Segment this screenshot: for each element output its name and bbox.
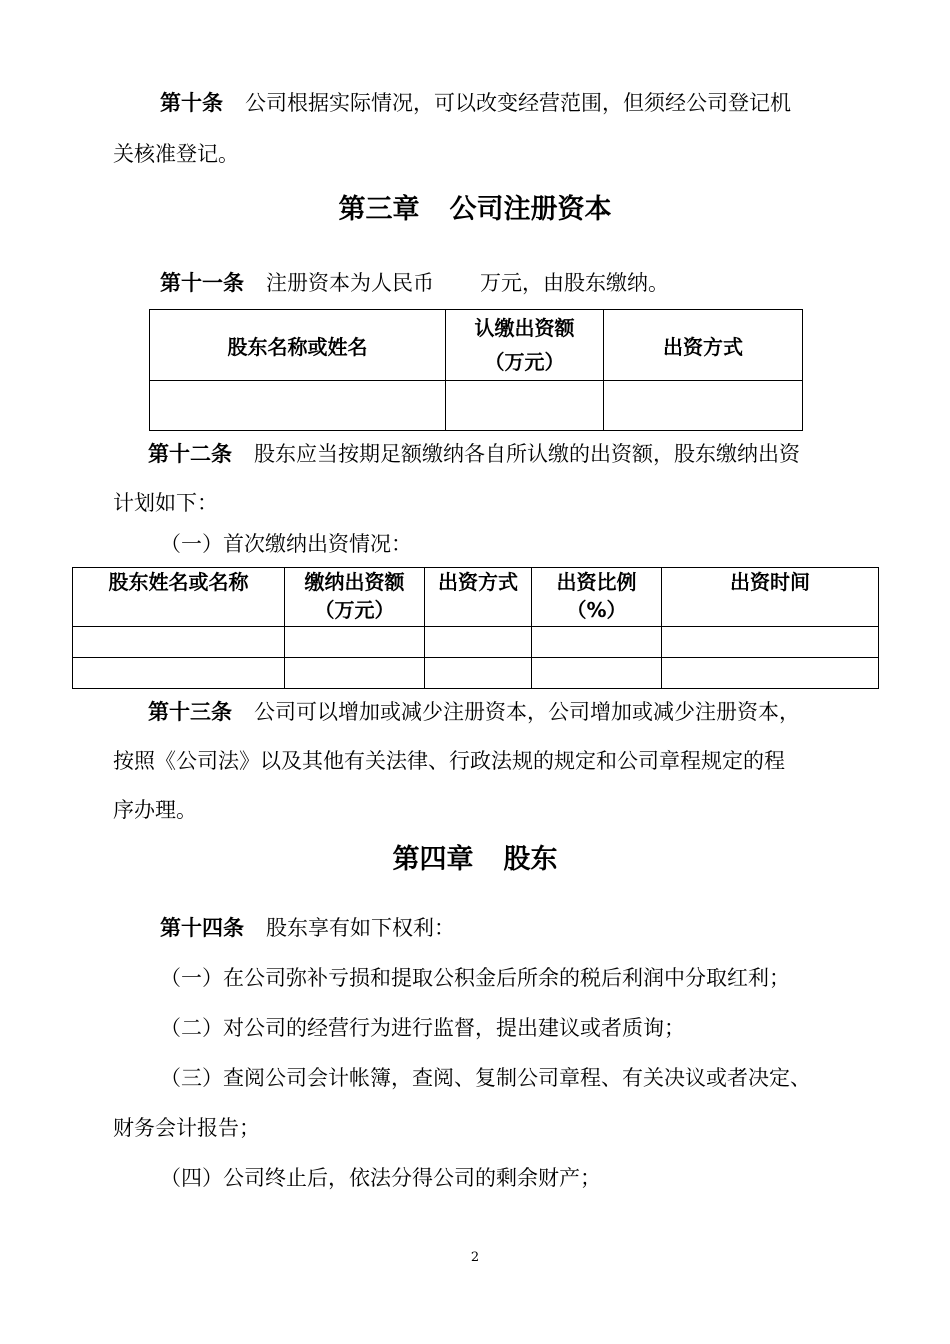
- header-contribution-ratio-label: 出资比例: [556, 570, 637, 594]
- header-subscribed-amount-label: 认缴出资额: [474, 316, 575, 340]
- article-11: [160, 268, 669, 298]
- header-paid-amount: [285, 568, 425, 627]
- header-contribution-ratio-unit: （%）: [566, 598, 627, 622]
- article-10-continuation: 关核准登记。: [113, 142, 239, 166]
- article-14-label: 第十四条: [160, 916, 244, 940]
- header-subscribed-amount-unit: （万元）: [484, 350, 565, 374]
- page-number: 2: [470, 1250, 480, 1265]
- chapter-4-number: 第四章: [392, 844, 474, 875]
- chapter-3-heading: [0, 192, 950, 228]
- article-11-text-a: 注册资本为人民币: [266, 271, 434, 295]
- table-cell: [662, 627, 879, 658]
- table-cell: [425, 658, 532, 689]
- article-14-text: 股东享有如下权利：: [266, 916, 455, 940]
- table-cell: [604, 381, 803, 431]
- article-12-continuation: 计划如下：: [113, 491, 218, 515]
- table-cell: [662, 658, 879, 689]
- header-contribution-time: 出资时间: [662, 568, 879, 627]
- table-cell: [425, 627, 532, 658]
- table-cell: [532, 658, 662, 689]
- header-paid-amount-unit: （万元）: [314, 598, 395, 622]
- article-11-label: 第十一条: [160, 271, 244, 295]
- chapter-3-title: 公司注册资本: [449, 194, 612, 225]
- article-12-label: 第十二条: [148, 442, 232, 466]
- article-12-text: 股东应当按期足额缴纳各自所认缴的出资额，股东缴纳出资: [254, 442, 800, 466]
- header-contribution-method: 出资方式: [425, 568, 532, 627]
- right-item-3: （三）查阅公司会计帐簿，查阅、复制公司章程、有关决议或者决定、: [160, 1066, 811, 1090]
- table-cell: [446, 381, 604, 431]
- table-cell: [285, 627, 425, 658]
- chapter-4-title: 股东: [503, 844, 558, 875]
- article-14: [160, 913, 455, 943]
- article-13-line-3: 序办理。: [113, 798, 197, 822]
- article-10: [160, 88, 791, 118]
- first-payment-table: [72, 567, 879, 689]
- header-paid-amount-label: 缴纳出资额: [304, 570, 405, 594]
- right-item-1: （一）在公司弥补亏损和提取公积金后所余的税后利润中分取红利；: [160, 966, 790, 990]
- chapter-3-number: 第三章: [338, 194, 420, 225]
- article-13: [148, 697, 800, 727]
- article-10-label: 第十条: [160, 91, 223, 115]
- article-13-text: 公司可以增加或减少注册资本，公司增加或减少注册资本，: [254, 700, 800, 724]
- header-shareholder-name: 股东姓名或名称: [73, 568, 285, 627]
- table-cell: [150, 381, 446, 431]
- article-13-label: 第十三条: [148, 700, 232, 724]
- header-subscribed-amount: [446, 310, 604, 381]
- right-item-4: （四）公司终止后，依法分得公司的剩余财产；: [160, 1166, 601, 1190]
- chapter-4-heading: [0, 842, 950, 878]
- header-contribution-method: 出资方式: [604, 310, 803, 381]
- article-10-text: 公司根据实际情况，可以改变经营范围，但须经公司登记机: [245, 91, 791, 115]
- table-cell: [532, 627, 662, 658]
- article-13-line-2: 按照《公司法》以及其他有关法律、行政法规的规定和公司章程规定的程: [113, 749, 785, 773]
- capital-table: [149, 309, 803, 431]
- article-12: [148, 439, 800, 469]
- article-12-sub: （一）首次缴纳出资情况：: [160, 532, 412, 556]
- right-item-2: （二）对公司的经营行为进行监督，提出建议或者质询；: [160, 1016, 685, 1040]
- table-cell: [285, 658, 425, 689]
- table-cell: [73, 658, 285, 689]
- header-shareholder-name: 股东名称或姓名: [150, 310, 446, 381]
- header-contribution-ratio: [532, 568, 662, 627]
- right-item-3-continuation: 财务会计报告；: [113, 1116, 260, 1140]
- table-cell: [73, 627, 285, 658]
- article-11-text-b: 万元，由股东缴纳。: [480, 271, 669, 295]
